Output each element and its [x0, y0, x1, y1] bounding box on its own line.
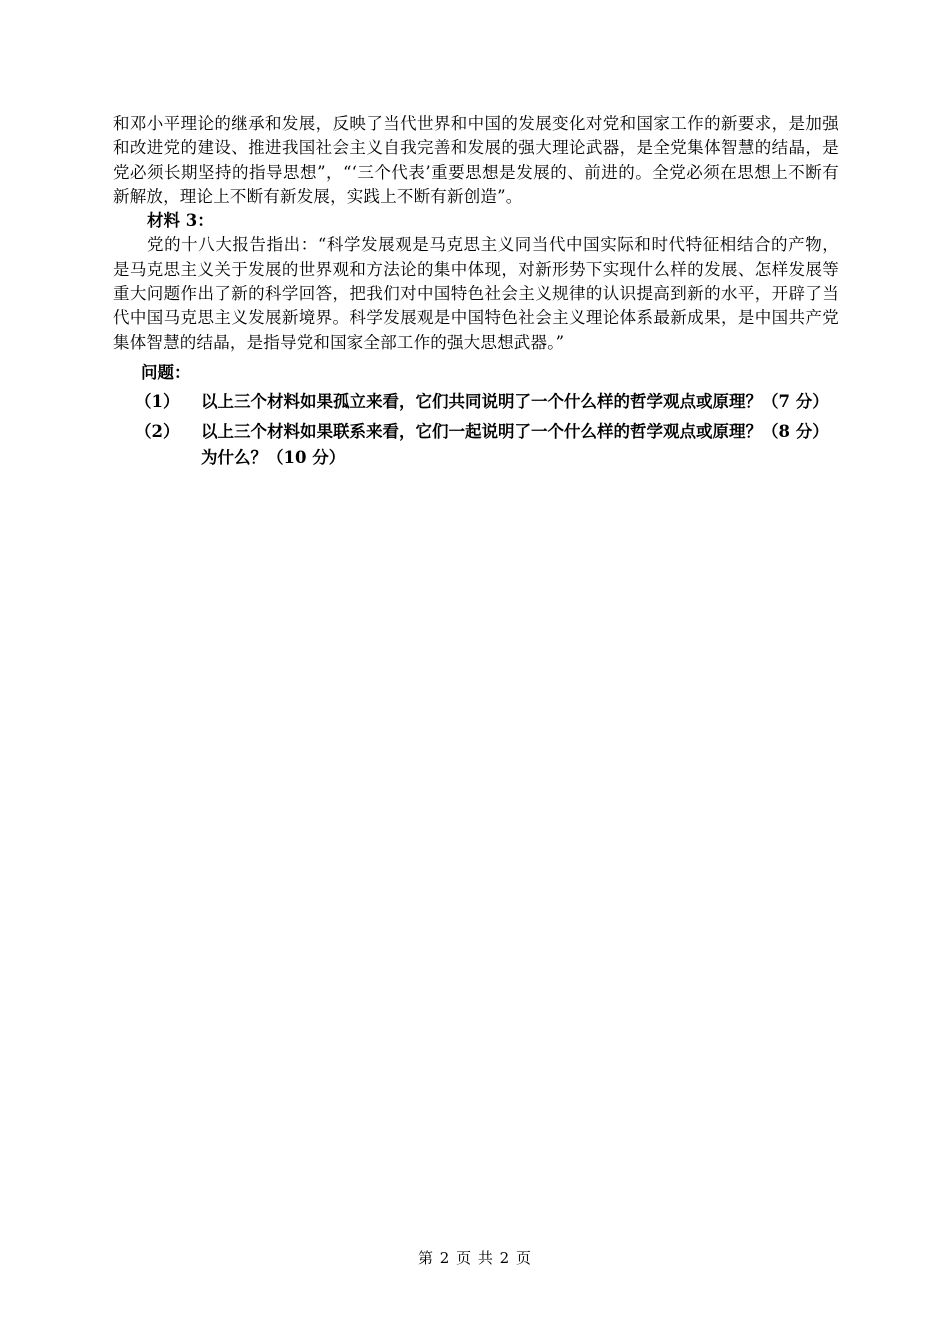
material-3-paragraph: 党的十八大报告指出：“科学发展观是马克思主义同当代中国实际和时代特征相结合的产物，是马克思主义关于发展的世界观和方法论的集中体现，对新形势下实现什么样的发展、怎样发展等重大问题作出了新的科学回答，把我们对中国特色社会主义规律的认识提高到新的水平，开辟了当代中国马克思主义发展新境界。科学发展观是中国特色社会主义理论体系最新成果，是中国共产党集体智慧的结晶，是指导党和国家全部工作的强大思想武器。” [113, 235, 839, 352]
material-2-continuation: 和邓小平理论的继承和发展，反映了当代世界和中国的发展变化对党和国家工作的新要求，是加强和改进党的建设、推进我国社会主义自我完善和发展的强大理论武器，是全党集体智慧的结晶，是党必须长期坚持的指导思想”，“‘三个代表’重要思想是发展的、前进的。全党必须在思想上不断有新解放，理论上不断有新发展，实践上不断有新创造”。 [113, 114, 839, 206]
question-text: 以上三个材料如果联系来看，它们一起说明了一个什么样的哲学观点或原理？（8 分）为什么？（10 分） [201, 422, 829, 468]
questions-title: 问题： [141, 362, 191, 382]
question-number: （2） [135, 422, 180, 442]
page-footer: 第 2 页 共 2 页 [418, 1249, 532, 1267]
question-text: 以上三个材料如果孤立来看，它们共同说明了一个什么样的哲学观点或原理？（7 分） [201, 392, 829, 412]
question-number: （1） [135, 392, 180, 412]
material-3-heading: 材料 3： [147, 211, 214, 231]
document-body [113, 112, 839, 471]
question-item [113, 419, 839, 471]
question-item [113, 389, 839, 415]
